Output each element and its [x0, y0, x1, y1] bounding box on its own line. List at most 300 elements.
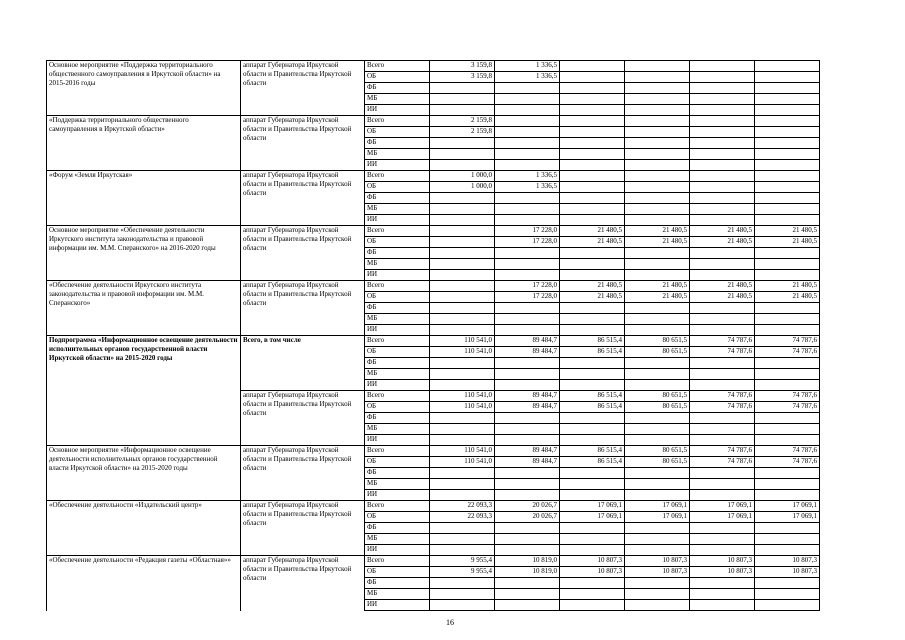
amount-cell — [625, 149, 690, 160]
amount-cell — [560, 127, 625, 138]
amount-cell — [690, 83, 755, 94]
amount-cell — [560, 160, 625, 171]
amount-cell — [625, 413, 690, 424]
amount-cell — [625, 600, 690, 611]
amount-cell: 10 819,0 — [495, 556, 560, 567]
funding-source-cell: Всего — [365, 501, 430, 512]
amount-cell — [690, 160, 755, 171]
amount-cell — [495, 105, 560, 116]
table-row — [47, 61, 820, 72]
table-row — [47, 171, 820, 182]
funding-source-cell: ОБ — [365, 292, 430, 303]
funding-source-cell: ФБ — [365, 248, 430, 259]
amount-cell — [755, 534, 820, 545]
funding-source-cell: МБ — [365, 314, 430, 325]
amount-cell — [495, 424, 560, 435]
funding-source-cell: МБ — [365, 534, 430, 545]
amount-cell — [495, 259, 560, 270]
amount-cell — [625, 105, 690, 116]
amount-cell — [495, 303, 560, 314]
amount-cell: 80 651,5 — [625, 457, 690, 468]
funding-source-cell: ФБ — [365, 523, 430, 534]
amount-cell — [755, 358, 820, 369]
funding-source-cell: ФБ — [365, 138, 430, 149]
amount-cell — [495, 248, 560, 259]
page-number: 16 — [446, 618, 454, 627]
funding-source-cell: ИИ — [365, 160, 430, 171]
budget-table — [46, 60, 820, 611]
amount-cell — [560, 72, 625, 83]
amount-cell — [430, 468, 495, 479]
amount-cell — [755, 72, 820, 83]
table-row — [47, 501, 820, 512]
amount-cell: 21 480,5 — [690, 292, 755, 303]
amount-cell — [430, 149, 495, 160]
amount-cell: 21 480,5 — [625, 226, 690, 237]
amount-cell — [625, 215, 690, 226]
funding-source-cell: ИИ — [365, 435, 430, 446]
amount-cell — [430, 314, 495, 325]
amount-cell — [430, 248, 495, 259]
amount-cell: 21 480,5 — [625, 292, 690, 303]
amount-cell — [625, 468, 690, 479]
amount-cell: 21 480,5 — [625, 281, 690, 292]
funding-source-cell: Всего — [365, 171, 430, 182]
amount-cell: 21 480,5 — [755, 237, 820, 248]
amount-cell — [755, 171, 820, 182]
amount-cell: 3 159,8 — [430, 61, 495, 72]
measure-description: Подпрограмма «Информационное освещение деятельности исполнительных органов государственной власти Иркутской области» на 2015-2020 годы — [47, 336, 241, 391]
amount-cell: 17 228,0 — [495, 226, 560, 237]
amount-cell — [755, 578, 820, 589]
amount-cell — [755, 182, 820, 193]
amount-cell: 86 515,4 — [560, 446, 625, 457]
amount-cell — [495, 314, 560, 325]
funding-source-cell: ОБ — [365, 457, 430, 468]
amount-cell — [755, 94, 820, 105]
amount-cell — [560, 94, 625, 105]
amount-cell — [690, 468, 755, 479]
amount-cell — [755, 138, 820, 149]
amount-cell: 80 651,5 — [625, 391, 690, 402]
amount-cell: 17 069,1 — [560, 512, 625, 523]
amount-cell: 17 069,1 — [560, 501, 625, 512]
amount-cell: 17 069,1 — [625, 512, 690, 523]
amount-cell — [690, 270, 755, 281]
funding-source-cell: ИИ — [365, 270, 430, 281]
amount-cell — [495, 138, 560, 149]
amount-cell: 22 093,3 — [430, 501, 495, 512]
amount-cell: 21 480,5 — [560, 281, 625, 292]
amount-cell — [755, 270, 820, 281]
amount-cell — [690, 413, 755, 424]
amount-cell: 110 541,0 — [430, 446, 495, 457]
amount-cell — [430, 435, 495, 446]
amount-cell — [690, 523, 755, 534]
funding-source-cell: ОБ — [365, 72, 430, 83]
amount-cell — [495, 589, 560, 600]
funding-source-cell: МБ — [365, 259, 430, 270]
amount-cell — [495, 534, 560, 545]
amount-cell: 80 651,5 — [625, 336, 690, 347]
table-row — [47, 336, 820, 347]
amount-cell — [690, 171, 755, 182]
amount-cell — [560, 105, 625, 116]
amount-cell — [690, 127, 755, 138]
amount-cell — [625, 369, 690, 380]
amount-cell — [560, 83, 625, 94]
funding-source-cell: ИИ — [365, 380, 430, 391]
amount-cell: 89 484,7 — [495, 457, 560, 468]
amount-cell — [430, 226, 495, 237]
executor-cell: аппарат Губернатора Иркутской области и Правительства Иркутской области — [241, 501, 365, 556]
amount-cell — [625, 182, 690, 193]
table-row — [47, 391, 820, 402]
funding-source-cell: Всего — [365, 116, 430, 127]
amount-cell: 110 541,0 — [430, 347, 495, 358]
amount-cell: 74 787,6 — [690, 336, 755, 347]
amount-cell — [430, 193, 495, 204]
amount-cell: 89 484,7 — [495, 446, 560, 457]
amount-cell — [625, 116, 690, 127]
amount-cell: 9 955,4 — [430, 556, 495, 567]
amount-cell — [495, 380, 560, 391]
executor-cell: Всего, в том числе — [241, 336, 365, 391]
amount-cell — [625, 193, 690, 204]
amount-cell: 17 228,0 — [495, 237, 560, 248]
executor-cell: аппарат Губернатора Иркутской области и Правительства Иркутской области — [241, 391, 365, 446]
amount-cell — [690, 578, 755, 589]
amount-cell — [430, 160, 495, 171]
amount-cell — [430, 424, 495, 435]
amount-cell — [495, 215, 560, 226]
amount-cell — [430, 281, 495, 292]
amount-cell — [495, 600, 560, 611]
amount-cell — [625, 435, 690, 446]
amount-cell — [690, 358, 755, 369]
amount-cell: 80 651,5 — [625, 446, 690, 457]
amount-cell: 10 807,3 — [690, 567, 755, 578]
funding-source-cell: Всего — [365, 61, 430, 72]
amount-cell: 1 336,5 — [495, 61, 560, 72]
amount-cell — [690, 248, 755, 259]
funding-source-cell: ФБ — [365, 193, 430, 204]
funding-source-cell: ИИ — [365, 325, 430, 336]
amount-cell — [755, 468, 820, 479]
amount-cell: 2 159,8 — [430, 116, 495, 127]
amount-cell: 10 807,3 — [690, 556, 755, 567]
amount-cell — [430, 292, 495, 303]
amount-cell — [755, 545, 820, 556]
amount-cell: 21 480,5 — [560, 226, 625, 237]
executor-cell: аппарат Губернатора Иркутской области и Правительства Иркутской области — [241, 226, 365, 281]
amount-cell — [430, 413, 495, 424]
amount-cell — [495, 545, 560, 556]
executor-cell: аппарат Губернатора Иркутской области и Правительства Иркутской области — [241, 171, 365, 226]
measure-description: «Обеспечение деятельности «Издательский центр» — [47, 501, 241, 556]
amount-cell — [755, 380, 820, 391]
funding-source-cell: МБ — [365, 204, 430, 215]
amount-cell — [560, 424, 625, 435]
amount-cell: 80 651,5 — [625, 402, 690, 413]
amount-cell — [560, 589, 625, 600]
amount-cell: 110 541,0 — [430, 336, 495, 347]
funding-source-cell: ОБ — [365, 402, 430, 413]
amount-cell — [560, 479, 625, 490]
amount-cell — [690, 204, 755, 215]
amount-cell — [495, 160, 560, 171]
funding-source-cell: Всего — [365, 281, 430, 292]
amount-cell: 20 026,7 — [495, 512, 560, 523]
funding-source-cell: МБ — [365, 369, 430, 380]
amount-cell — [560, 325, 625, 336]
amount-cell — [625, 490, 690, 501]
amount-cell — [625, 545, 690, 556]
amount-cell — [430, 358, 495, 369]
amount-cell — [625, 94, 690, 105]
table-row — [47, 281, 820, 292]
executor-cell: аппарат Губернатора Иркутской области и Правительства Иркутской области — [241, 61, 365, 116]
amount-cell: 74 787,6 — [755, 457, 820, 468]
amount-cell: 74 787,6 — [755, 347, 820, 358]
amount-cell: 21 480,5 — [755, 226, 820, 237]
amount-cell — [560, 380, 625, 391]
amount-cell — [625, 424, 690, 435]
amount-cell — [755, 149, 820, 160]
amount-cell: 89 484,7 — [495, 336, 560, 347]
amount-cell — [560, 534, 625, 545]
table-row — [47, 446, 820, 457]
amount-cell: 21 480,5 — [690, 237, 755, 248]
amount-cell: 10 807,3 — [755, 556, 820, 567]
funding-source-cell: ИИ — [365, 600, 430, 611]
amount-cell — [495, 479, 560, 490]
amount-cell: 17 228,0 — [495, 281, 560, 292]
amount-cell — [430, 369, 495, 380]
amount-cell: 10 807,3 — [625, 556, 690, 567]
amount-cell — [495, 270, 560, 281]
amount-cell — [625, 534, 690, 545]
amount-cell — [690, 215, 755, 226]
amount-cell — [690, 61, 755, 72]
amount-cell — [560, 193, 625, 204]
amount-cell: 86 515,4 — [560, 347, 625, 358]
amount-cell: 89 484,7 — [495, 402, 560, 413]
amount-cell — [495, 468, 560, 479]
amount-cell: 86 515,4 — [560, 391, 625, 402]
amount-cell — [625, 479, 690, 490]
amount-cell — [560, 523, 625, 534]
amount-cell — [495, 116, 560, 127]
amount-cell — [430, 215, 495, 226]
amount-cell: 89 484,7 — [495, 391, 560, 402]
amount-cell — [755, 116, 820, 127]
funding-source-cell: ОБ — [365, 237, 430, 248]
amount-cell — [430, 589, 495, 600]
amount-cell — [690, 105, 755, 116]
amount-cell: 74 787,6 — [690, 446, 755, 457]
amount-cell — [625, 523, 690, 534]
amount-cell: 10 807,3 — [755, 567, 820, 578]
amount-cell: 1 336,5 — [495, 182, 560, 193]
amount-cell: 10 819,0 — [495, 567, 560, 578]
amount-cell — [560, 314, 625, 325]
amount-cell — [625, 259, 690, 270]
amount-cell: 21 480,5 — [755, 292, 820, 303]
amount-cell: 1 336,5 — [495, 72, 560, 83]
amount-cell — [495, 127, 560, 138]
amount-cell — [625, 127, 690, 138]
amount-cell — [690, 545, 755, 556]
amount-cell: 21 480,5 — [755, 281, 820, 292]
funding-source-cell: Всего — [365, 391, 430, 402]
funding-source-cell: ОБ — [365, 512, 430, 523]
funding-source-cell: МБ — [365, 424, 430, 435]
funding-source-cell: ФБ — [365, 413, 430, 424]
executor-cell: аппарат Губернатора Иркутской области и Правительства Иркутской области — [241, 116, 365, 171]
amount-cell — [690, 380, 755, 391]
amount-cell — [430, 138, 495, 149]
amount-cell — [625, 160, 690, 171]
amount-cell — [625, 204, 690, 215]
amount-cell: 74 787,6 — [690, 347, 755, 358]
amount-cell — [560, 578, 625, 589]
amount-cell — [430, 600, 495, 611]
amount-cell: 22 093,3 — [430, 512, 495, 523]
amount-cell — [430, 325, 495, 336]
amount-cell — [625, 314, 690, 325]
amount-cell — [755, 204, 820, 215]
amount-cell — [560, 149, 625, 160]
amount-cell — [755, 479, 820, 490]
measure-description: «Обеспечение деятельности «Редакция газеты «Областная»» — [47, 556, 241, 611]
amount-cell — [495, 358, 560, 369]
funding-source-cell: Всего — [365, 226, 430, 237]
table-row — [47, 116, 820, 127]
amount-cell: 21 480,5 — [625, 237, 690, 248]
amount-cell: 110 541,0 — [430, 391, 495, 402]
measure-description: Основное мероприятие «Обеспечение деятельности Иркутского института законодательства и правовой информации им. М.М. Сперанского» на 2016-2020 годы — [47, 226, 241, 281]
amount-cell — [625, 589, 690, 600]
funding-source-cell: ФБ — [365, 358, 430, 369]
amount-cell: 17 069,1 — [690, 501, 755, 512]
amount-cell — [625, 83, 690, 94]
amount-cell — [690, 116, 755, 127]
amount-cell — [755, 325, 820, 336]
funding-source-cell: ИИ — [365, 215, 430, 226]
amount-cell — [560, 138, 625, 149]
amount-cell — [755, 259, 820, 270]
amount-cell — [560, 490, 625, 501]
funding-source-cell: ИИ — [365, 105, 430, 116]
funding-source-cell: ОБ — [365, 567, 430, 578]
amount-cell — [430, 105, 495, 116]
amount-cell — [690, 259, 755, 270]
amount-cell — [755, 589, 820, 600]
amount-cell — [495, 204, 560, 215]
amount-cell — [755, 160, 820, 171]
amount-cell: 110 541,0 — [430, 402, 495, 413]
amount-cell — [430, 479, 495, 490]
amount-cell — [690, 72, 755, 83]
executor-cell: аппарат Губернатора Иркутской области и Правительства Иркутской области — [241, 281, 365, 336]
amount-cell — [755, 61, 820, 72]
amount-cell — [560, 600, 625, 611]
funding-source-cell: ИИ — [365, 490, 430, 501]
amount-cell — [690, 534, 755, 545]
amount-cell: 20 026,7 — [495, 501, 560, 512]
amount-cell — [690, 589, 755, 600]
amount-cell: 17 228,0 — [495, 292, 560, 303]
amount-cell — [430, 534, 495, 545]
amount-cell — [560, 259, 625, 270]
amount-cell — [755, 248, 820, 259]
amount-cell — [755, 490, 820, 501]
amount-cell: 3 159,8 — [430, 72, 495, 83]
funding-source-cell: ФБ — [365, 83, 430, 94]
funding-source-cell: МБ — [365, 589, 430, 600]
funding-source-cell: ОБ — [365, 347, 430, 358]
measure-description: «Поддержка территориального общественного самоуправления в Иркутской области» — [47, 116, 241, 171]
funding-source-cell: ОБ — [365, 127, 430, 138]
amount-cell: 86 515,4 — [560, 336, 625, 347]
amount-cell — [690, 138, 755, 149]
amount-cell: 10 807,3 — [560, 556, 625, 567]
amount-cell — [560, 270, 625, 281]
measure-description: «Форум «Земля Иркутская» — [47, 171, 241, 226]
amount-cell — [625, 380, 690, 391]
measure-description: Основное мероприятие «Информационное освещение деятельности исполнительных органов государственной власти Иркутской области» на 2015-2020 годы — [47, 446, 241, 501]
amount-cell — [755, 83, 820, 94]
amount-cell: 10 807,3 — [625, 567, 690, 578]
amount-cell — [755, 435, 820, 446]
amount-cell: 10 807,3 — [560, 567, 625, 578]
amount-cell — [430, 94, 495, 105]
funding-source-cell: ФБ — [365, 468, 430, 479]
amount-cell — [495, 193, 560, 204]
amount-cell: 74 787,6 — [755, 446, 820, 457]
amount-cell — [755, 303, 820, 314]
amount-cell — [560, 116, 625, 127]
amount-cell: 86 515,4 — [560, 457, 625, 468]
amount-cell: 74 787,6 — [690, 391, 755, 402]
amount-cell — [690, 424, 755, 435]
amount-cell — [560, 248, 625, 259]
amount-cell — [495, 490, 560, 501]
amount-cell — [690, 182, 755, 193]
funding-source-cell: Всего — [365, 556, 430, 567]
measure-description: «Обеспечение деятельности Иркутского института законодательства и правовой информации им. М.М. Сперанского» — [47, 281, 241, 336]
amount-cell: 2 159,8 — [430, 127, 495, 138]
amount-cell: 17 069,1 — [755, 512, 820, 523]
amount-cell — [560, 182, 625, 193]
amount-cell — [560, 303, 625, 314]
funding-source-cell: МБ — [365, 479, 430, 490]
amount-cell — [560, 215, 625, 226]
amount-cell — [430, 259, 495, 270]
amount-cell — [495, 369, 560, 380]
amount-cell — [625, 270, 690, 281]
amount-cell — [755, 105, 820, 116]
amount-cell — [690, 314, 755, 325]
amount-cell — [560, 545, 625, 556]
funding-source-cell: МБ — [365, 149, 430, 160]
amount-cell — [560, 413, 625, 424]
measure-description — [47, 391, 241, 446]
amount-cell — [430, 204, 495, 215]
amount-cell — [625, 61, 690, 72]
amount-cell — [625, 303, 690, 314]
